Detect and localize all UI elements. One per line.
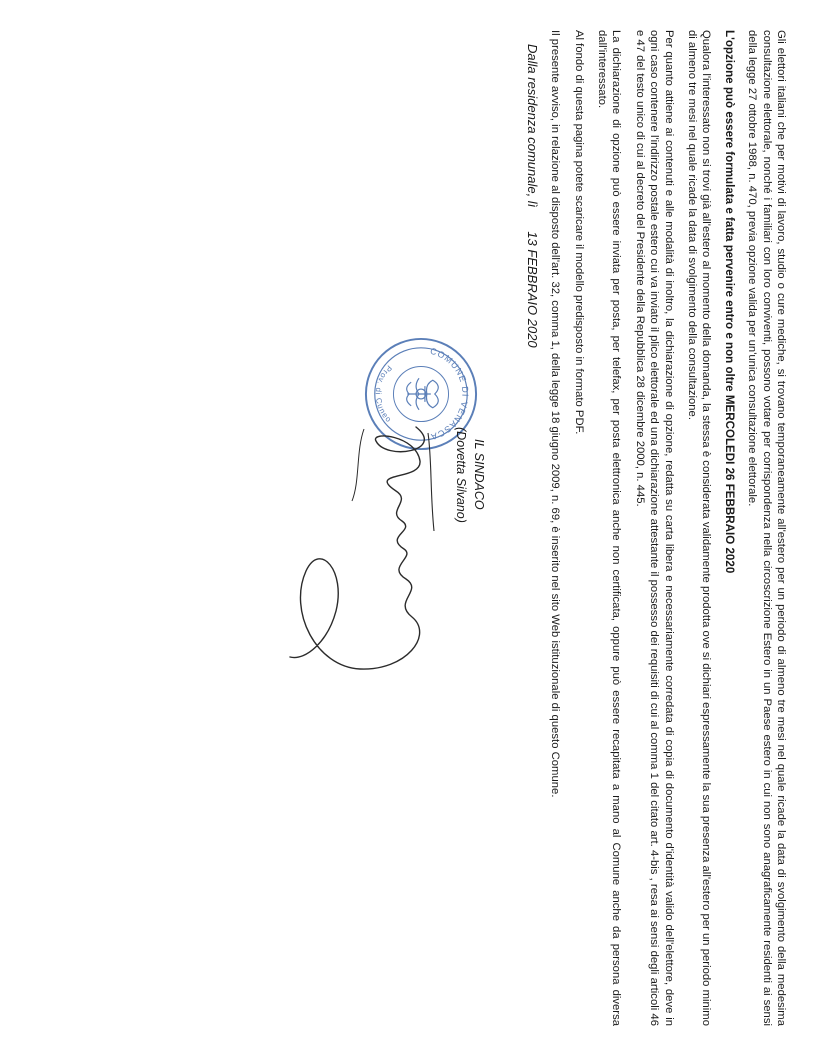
svg-text:COMUNE DI VENASCA: COMUNE DI VENASCA — [429, 345, 471, 443]
paragraph-sending-methods: La dichiarazione di opzione può essere inviata per posta, per telefax, per posta elettronica anche non certificata, oppure può essere recapitata a mano al Comune anche da persona diversa dall'interessato. — [595, 30, 623, 1026]
deadline-heading: L'opzione può essere formulata e fatta pervenire entro e non oltre MERCOLEDI 26 FEBBRAIO 2020 — [722, 30, 736, 574]
handwritten-signature-icon — [286, 421, 456, 681]
svg-text:Prov. di Cuneo: Prov. di Cuneo — [373, 363, 394, 425]
signature-block — [286, 335, 486, 695]
paragraph-voting-abroad: Gli elettori italiani che per motivi di lavoro, studio o cure mediche, si trovano temporaneamente all'estero per un periodo di almeno tre mesi nel quale ricade la data di svolgimento della medesima consultazione elettorale, nonché i familiari con loro conviventi, possono votare per corrispondenza nella circoscrizione Estero in un Paese estero in cui non sono anagraficamente residenti ai sensi della legge 27 ottobre 1988, n. 470, previa opzione valida per un'unica consultazione elettorale. — [746, 30, 787, 1026]
document-body — [524, 30, 788, 1026]
mayor-title: IL SINDACO — [472, 439, 486, 510]
paragraph-pdf-download: Al fondo di questa pagina potete scaricare il modello predisposto in formato PDF. — [572, 30, 585, 435]
date-label: Dalla residenza comunale, lì — [524, 44, 540, 208]
date-line — [524, 30, 538, 1026]
paragraph-presence-abroad: Qualora l'interessato non si trovi già all'estero al momento della domanda, la stessa è considerata validamente prodotta ove si dichiari espressamente la sua presenza all'estero per un periodo minimo di almeno tre mesi nel quale ricade la data di svolgimento della consultazione. — [685, 30, 713, 1026]
date-value: 13 FEBBRAIO 2020 — [524, 231, 540, 348]
paragraph-declaration-content: Per quanto attiene ai contenuti e alle modalità di inoltro, la dichiarazione di opzione, redatta su carta libera e necessariamente corredata di copia di documento d'identità valido dell'elettore, deve in ogni caso contenere l'indirizzo postale estero cui va inviato il plico elettorale ed una dichiarazione attestante il possesso dei requisiti di cui al comma 1 del citato art. 4-bis , resa ai sensi degli articoli 46 e 47 del testo unico di cui al decreto del Presidente della Repubblica 28 dicembre 2000, n. 445. — [633, 30, 675, 1026]
mayor-name: (Dovetta Silvano) — [454, 427, 468, 523]
paragraph-publication-notice: Il presente avviso, in relazione al disposto dell'art. 32, comma 1, della legge 18 giugno 2009, n. 69, è inserito nel sito Web istituzionale di questo Comune. — [549, 30, 562, 798]
